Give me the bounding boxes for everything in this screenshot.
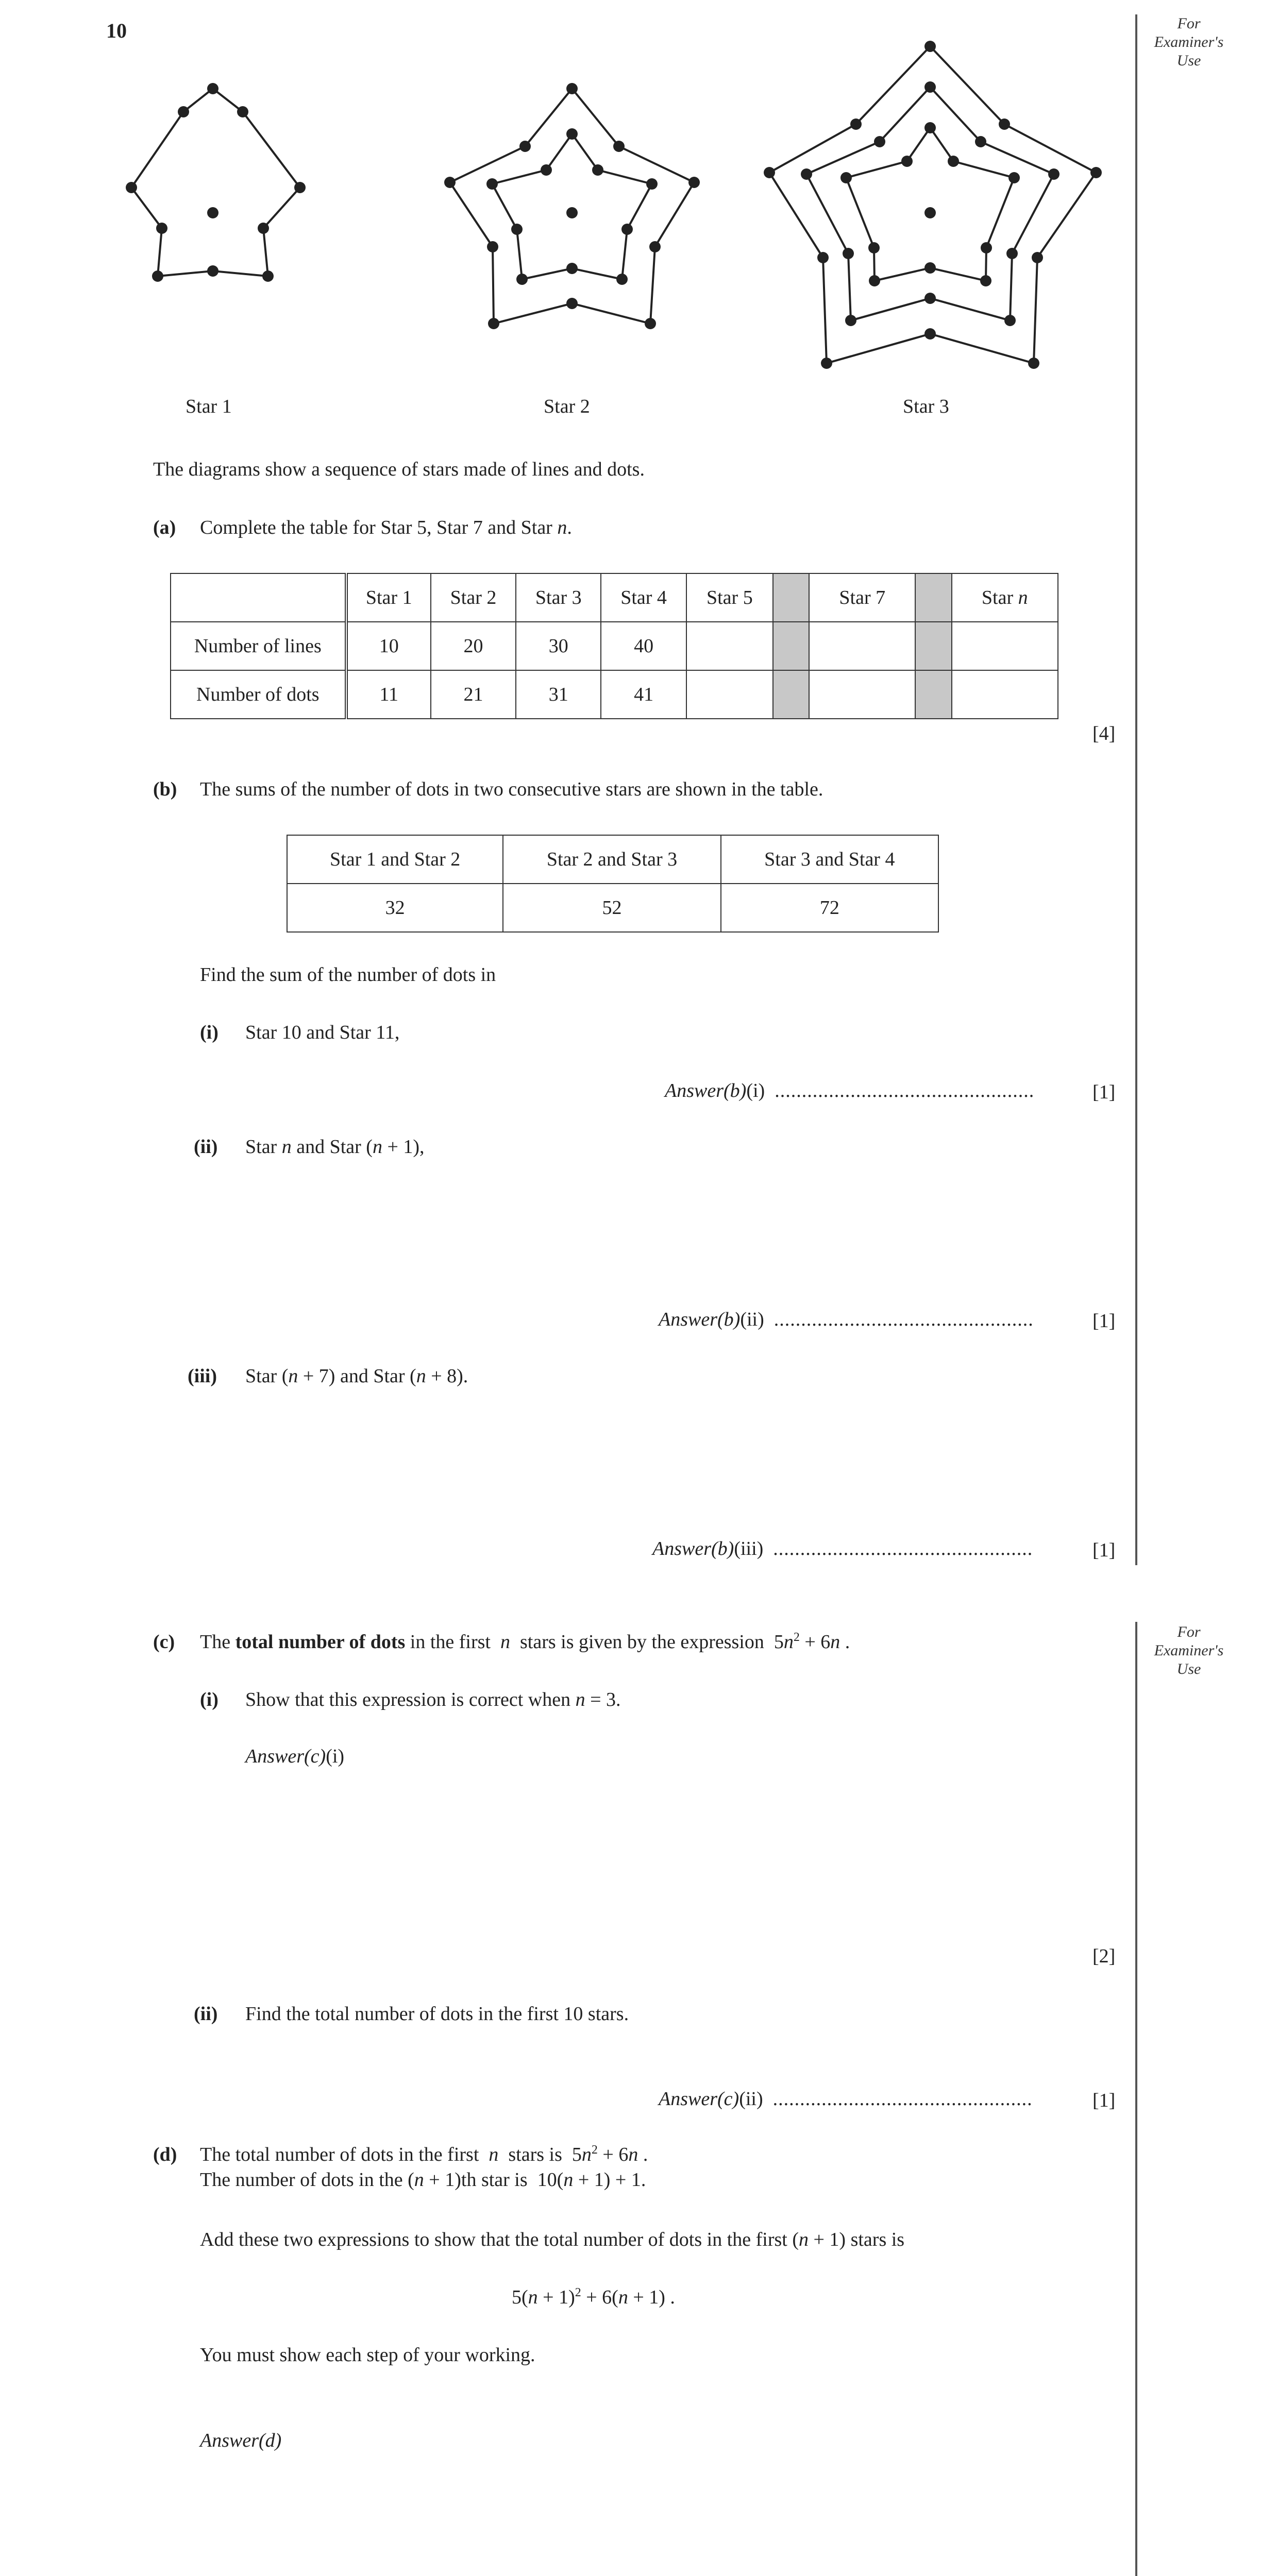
star-dot (924, 41, 936, 52)
star-dot (869, 275, 880, 286)
star-dot (516, 274, 528, 285)
page-number: 10 (106, 19, 127, 42)
star-3-figure (769, 46, 1096, 363)
answer-field[interactable]: ................................................ (773, 1538, 1033, 1560)
table-cell: 21 (431, 670, 516, 719)
star-dot (981, 242, 992, 253)
part-c-text: The total number of dots in the first n stars is given by the expression $5n^2 + 6n$ . (200, 1631, 850, 1653)
col-header: Star 7 (809, 573, 915, 622)
part-d-closing: You must show each step of your working. (200, 2344, 535, 2366)
star-dot (487, 241, 498, 252)
col-header: Star 5 (686, 573, 773, 622)
star-dot (924, 293, 936, 304)
part-b-i-text: Star 10 and Star 11, (245, 1022, 400, 1043)
star-dot (646, 178, 658, 190)
star-dot (1048, 168, 1060, 180)
part-d-expression: $5(n + 1)^2 + 6(n + 1)$ . (512, 2286, 675, 2308)
table-cell: 11 (346, 670, 431, 719)
part-b-ii-text: Star n and Star (n + 1), (245, 1136, 425, 1158)
part-a-header-row (171, 573, 1058, 622)
table-cell: 72 (721, 884, 938, 932)
part-b-label: (b) (153, 778, 177, 800)
star-1-figure (131, 89, 300, 276)
star-2-figure (450, 89, 694, 324)
star-dot (850, 118, 862, 130)
star-dot (999, 118, 1010, 130)
answer-d-label: Answer(d) (200, 2430, 282, 2451)
part-a-text: Complete the table for Star 5, Star 7 and Star n. (200, 517, 572, 538)
part-c-ii-marks: [1] (1092, 2090, 1116, 2111)
part-c-label: (c) (153, 1631, 175, 1653)
part-a-table (170, 573, 1058, 719)
star-dot (764, 167, 775, 178)
star-dot (817, 252, 829, 263)
star-dot (207, 83, 218, 94)
answer-cell[interactable] (809, 622, 915, 670)
table-cell: 30 (516, 622, 601, 670)
answer-cell[interactable] (952, 622, 1058, 670)
star-dot (511, 224, 523, 235)
star-dot (1028, 358, 1039, 369)
gap-cell (915, 670, 951, 719)
part-b-i-label: (i) (200, 1022, 218, 1043)
star-dot (843, 248, 854, 259)
table-cell: 41 (601, 670, 686, 719)
star-dot (621, 224, 633, 235)
part-d-line-1: The total number of dots in the first n stars is $5n^2 + 6n$ . (200, 2143, 648, 2165)
star-dot (1006, 248, 1018, 259)
col-header: Star 1 (346, 573, 431, 622)
part-c-i-marks: [2] (1092, 1945, 1116, 1967)
star-dot (262, 270, 274, 282)
star-dot (868, 242, 880, 253)
col-header-n: Star n (952, 573, 1058, 622)
star-diagrams (0, 0, 1134, 392)
part-a-marks: [4] (1092, 723, 1116, 744)
answer-field[interactable]: ................................................ (775, 1080, 1035, 1101)
star-dot (975, 136, 986, 147)
star-dot (874, 136, 885, 147)
star-dot (924, 328, 936, 340)
part-d-line-3: Add these two expressions to show that the total number of dots in the first (n + 1) stars is (200, 2229, 905, 2250)
part-b-iii-marks: [1] (1092, 1539, 1116, 1561)
answer-cell[interactable] (686, 622, 773, 670)
star-dot (645, 318, 656, 329)
star-dot (1008, 172, 1020, 183)
star-dot (801, 168, 812, 180)
table-row (287, 884, 938, 932)
part-b-text: The sums of the number of dots in two consecutive stars are shown in the table. (200, 778, 823, 800)
gap-cell (915, 622, 951, 670)
table-cell: 31 (516, 670, 601, 719)
answer-b-iii-line: Answer(b)(iii) ................................................ (652, 1538, 1033, 1560)
col-header: Star 3 and Star 4 (721, 835, 938, 884)
star-centre-dot (566, 207, 578, 218)
star-dot (924, 81, 936, 93)
examiner-use-note-bottom: For Examiner's Use (1154, 1623, 1224, 1677)
answer-d-workspace[interactable] (200, 2463, 1076, 2576)
star-dot (294, 182, 306, 193)
answer-c-i-label: Answer(c)(i) (245, 1745, 345, 1767)
star-dot (924, 122, 936, 133)
star-dot (541, 164, 552, 176)
gap-cell (773, 622, 809, 670)
col-header: Star 3 (516, 573, 601, 622)
part-c-ii-text: Find the total number of dots in the first 10 stars. (245, 2003, 629, 2025)
part-b-ii-marks: [1] (1092, 1310, 1116, 1332)
star-dot (1090, 167, 1102, 178)
star-dot (1032, 252, 1043, 263)
star-dot (688, 177, 700, 188)
table-cell: 40 (601, 622, 686, 670)
answer-cell[interactable] (809, 670, 915, 719)
part-b-ii-label: (ii) (194, 1136, 218, 1158)
star-1-label: Star 1 (186, 396, 232, 417)
star-dot (519, 141, 531, 152)
star-dot (152, 270, 163, 282)
col-header: Star 1 and Star 2 (287, 835, 503, 884)
answer-c-i-workspace[interactable] (245, 1772, 1070, 1927)
star-dot (566, 128, 578, 140)
star-dot (924, 262, 936, 274)
table-cell: 32 (287, 884, 503, 932)
star-dot (566, 83, 578, 94)
star-dot (207, 265, 218, 277)
star-dot (821, 358, 832, 369)
part-b-table (287, 835, 939, 933)
part-b-prompt: Find the sum of the number of dots in (200, 964, 496, 986)
answer-b-i-line: Answer(b)(i) ................................................ (665, 1080, 1035, 1101)
star-centre-dot (924, 207, 936, 218)
star-dot (178, 106, 189, 117)
table-row (171, 622, 1058, 670)
gap-cell (773, 573, 809, 622)
col-header: Star 2 and Star 3 (503, 835, 720, 884)
star-dot (258, 223, 269, 234)
part-a-label: (a) (153, 517, 176, 538)
star-dot (486, 178, 498, 190)
star-2-label: Star 2 (544, 396, 590, 417)
answer-c-ii-line: Answer(c)(ii) ................................................ (659, 2088, 1033, 2110)
part-d-line-2: The number of dots in the (n + 1)th star is 10(n + 1) + 1. (200, 2169, 646, 2191)
answer-cell[interactable] (686, 670, 773, 719)
star-dot (1004, 315, 1016, 326)
star-dot (237, 106, 248, 117)
row-label: Number of lines (171, 622, 346, 670)
star-dot (613, 141, 625, 152)
star-dot (592, 164, 603, 176)
star-dot (488, 318, 499, 329)
answer-cell[interactable] (952, 670, 1058, 719)
gap-cell (915, 573, 951, 622)
table-cell: 52 (503, 884, 720, 932)
star-dot (845, 315, 856, 326)
star-dot (948, 156, 959, 167)
gap-cell (773, 670, 809, 719)
table-row (171, 670, 1058, 719)
examiner-use-note-top: For Examiner's Use (1154, 15, 1224, 69)
answer-field[interactable]: ................................................ (772, 2088, 1033, 2110)
star-dot (616, 274, 628, 285)
star-dot (126, 182, 137, 193)
star-dot (444, 177, 456, 188)
star-dot (980, 275, 991, 286)
part-b-i-marks: [1] (1092, 1081, 1116, 1103)
star-dot (566, 298, 578, 309)
star-dot (566, 263, 578, 274)
table-cell: 20 (431, 622, 516, 670)
star-dot (156, 223, 167, 234)
col-header: Star 2 (431, 573, 516, 622)
examiner-margin-line-bottom (1135, 1622, 1137, 2576)
answer-field[interactable]: ................................................ (773, 1309, 1034, 1330)
part-c-i-text: Show that this expression is correct when n = 3. (245, 1689, 621, 1710)
star-dot (901, 156, 913, 167)
examiner-margin-line-top (1135, 14, 1137, 1565)
star-centre-dot (207, 207, 218, 218)
table-cell: 10 (346, 622, 431, 670)
star-dot (649, 241, 661, 252)
col-header: Star 4 (601, 573, 686, 622)
star-3-label: Star 3 (903, 396, 949, 417)
star-dots (126, 41, 1102, 369)
part-c-ii-label: (ii) (194, 2003, 218, 2025)
part-b-iii-label: (iii) (188, 1365, 217, 1387)
intro-text: The diagrams show a sequence of stars made of lines and dots. (153, 459, 645, 480)
table-row (287, 835, 938, 884)
star-dot (840, 172, 852, 183)
part-c-i-label: (i) (200, 1689, 218, 1710)
part-d-label: (d) (153, 2144, 177, 2165)
part-b-iii-text: Star (n + 7) and Star (n + 8). (245, 1365, 468, 1387)
answer-b-ii-line: Answer(b)(ii) ................................................ (659, 1309, 1034, 1330)
row-label: Number of dots (171, 670, 346, 719)
